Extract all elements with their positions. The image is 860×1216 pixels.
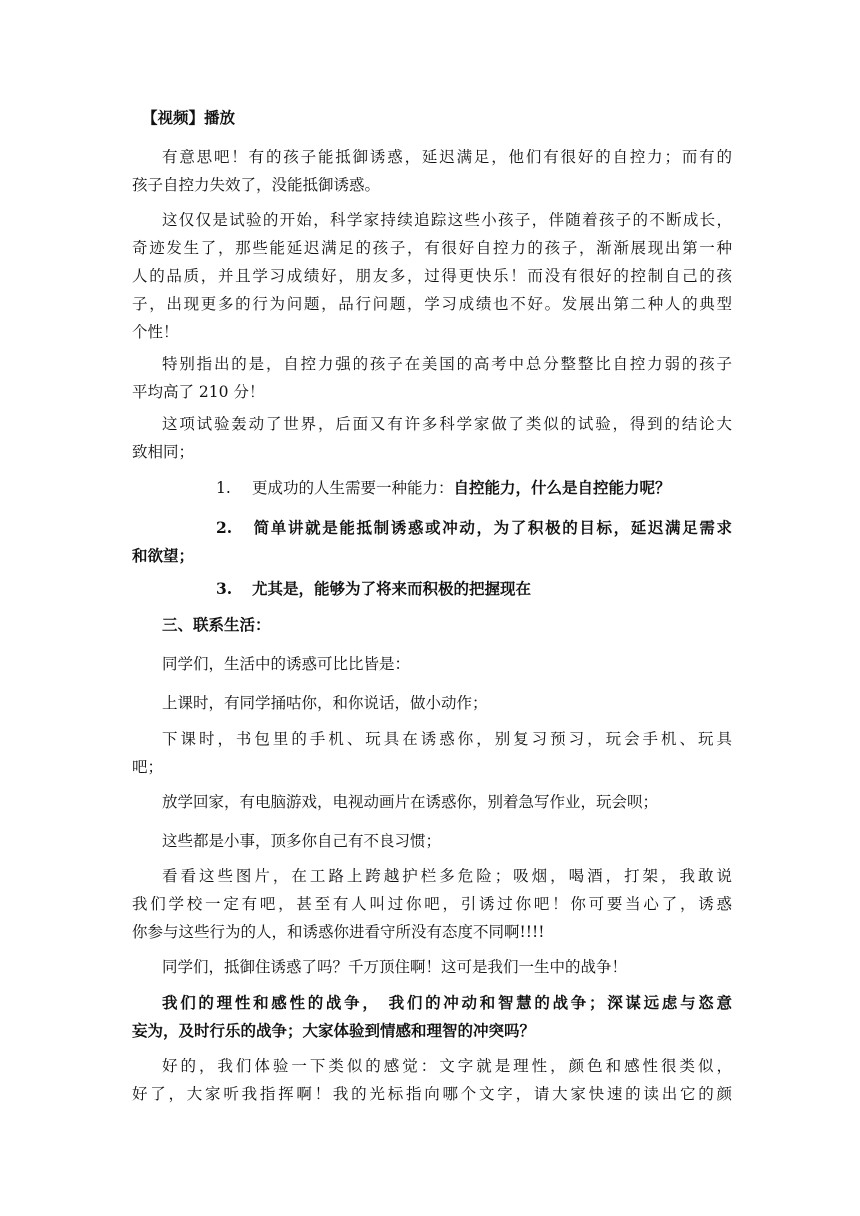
list-text-bold: 尤其是，能够为了将来而积极的把握现在: [252, 579, 532, 598]
paragraph-line: 奇迹发生了，那些能延迟满足的孩子，有很好自控力的孩子，渐渐展现出第一种: [132, 239, 732, 257]
list-number: 1.: [216, 479, 231, 497]
list-item: [216, 573, 732, 605]
paragraph-line: 人的品质，并且学习成绩好，朋友多，过得更快乐！而没有很好的控制自己的孩: [132, 267, 732, 285]
paragraph-line-bold: 妄为，及时行乐的战争；大家体验到情感和理智的冲突吗？: [132, 1021, 536, 1040]
paragraph-line: 子，出现更多的行为问题，品行问题，学习成绩也不好。发展出第二种人的典型: [132, 295, 732, 313]
paragraph-line: 你参与这些行为的人，和诱惑你进看守所没有态度不同啊!!!!: [132, 923, 545, 941]
list-text: 更成功的人生需要一种能力：: [252, 479, 454, 497]
paragraph-line: 这些都是小事，顶多你自己有不良习惯；: [162, 832, 442, 850]
paragraph-line: 平均高了 210 分！: [132, 383, 265, 401]
paragraph-line-bold: 我们的理性和感性的战争， 我们的冲动和智慧的战争；深谋远虑与恣意: [162, 993, 732, 1012]
paragraph-line: 放学回家，有电脑游戏，电视动画片在诱惑你，别着急写作业，玩会呗；: [162, 793, 659, 811]
paragraph-line: 有意思吧！有的孩子能抵御诱惑，延迟满足，他们有很好的自控力；而有的: [162, 148, 732, 166]
paragraph-line: 吧；: [132, 758, 164, 776]
paragraph-line: 这项试验轰动了世界，后面又有许多科学家做了类似的试验，得到的结论大: [162, 415, 732, 433]
heading-video: 【视频】播放: [142, 109, 236, 127]
paragraph-line: 好了，大家听我指挥啊！我的光标指向哪个文字，请大家快速的读出它的颜: [132, 1085, 732, 1103]
paragraph-line: 同学们，生活中的诱惑可比比皆是：: [162, 655, 411, 673]
paragraph-line: 致相同；: [132, 443, 195, 461]
paragraph-line: 这仅仅是试验的开始，科学家持续追踪这些小孩子，伴随着孩子的不断成长，: [162, 211, 732, 229]
list-text-bold: 简单讲就是能抵制诱惑或冲动，为了积极的目标，延迟满足需求: [252, 518, 732, 537]
paragraph-line: 看看这些图片，在工路上跨越护栏多危险；吸烟，喝酒，打架，我敢说: [162, 867, 732, 885]
list-number: 3.: [216, 579, 233, 598]
paragraph-line: 下课时，书包里的手机、玩具在诱惑你，别复习预习，玩会手机、玩具: [162, 730, 732, 748]
list-text-bold: 自控能力，什么是自控能力呢？: [453, 478, 671, 497]
paragraph-line: 上课时，有同学捅咕你，和你说话，做小动作；: [162, 694, 488, 712]
list-item: [216, 472, 732, 504]
paragraph-line: 特别指出的是，自控力强的孩子在美国的高考中总分整整比自控力弱的孩子: [162, 355, 732, 373]
list-number: 2.: [216, 518, 233, 537]
paragraph-line: 我们学校一定有吧，甚至有人叫过你吧，引诱过你吧！你可要当心了，诱惑: [132, 895, 732, 913]
paragraph-line: 个性！: [132, 323, 179, 341]
list-item-continuation: 和欲望；: [132, 546, 195, 565]
paragraph-line: 同学们，抵御住诱惑了吗？千万顶住啊！这可是我们一生中的战争！: [162, 958, 628, 976]
paragraph-line: 孩子自控力失效了，没能抵御诱惑。: [132, 176, 381, 194]
heading-life: 三、联系生活：: [162, 616, 271, 634]
paragraph-line: 好的，我们体验一下类似的感觉：文字就是理性，颜色和感性很类似，: [162, 1057, 732, 1075]
